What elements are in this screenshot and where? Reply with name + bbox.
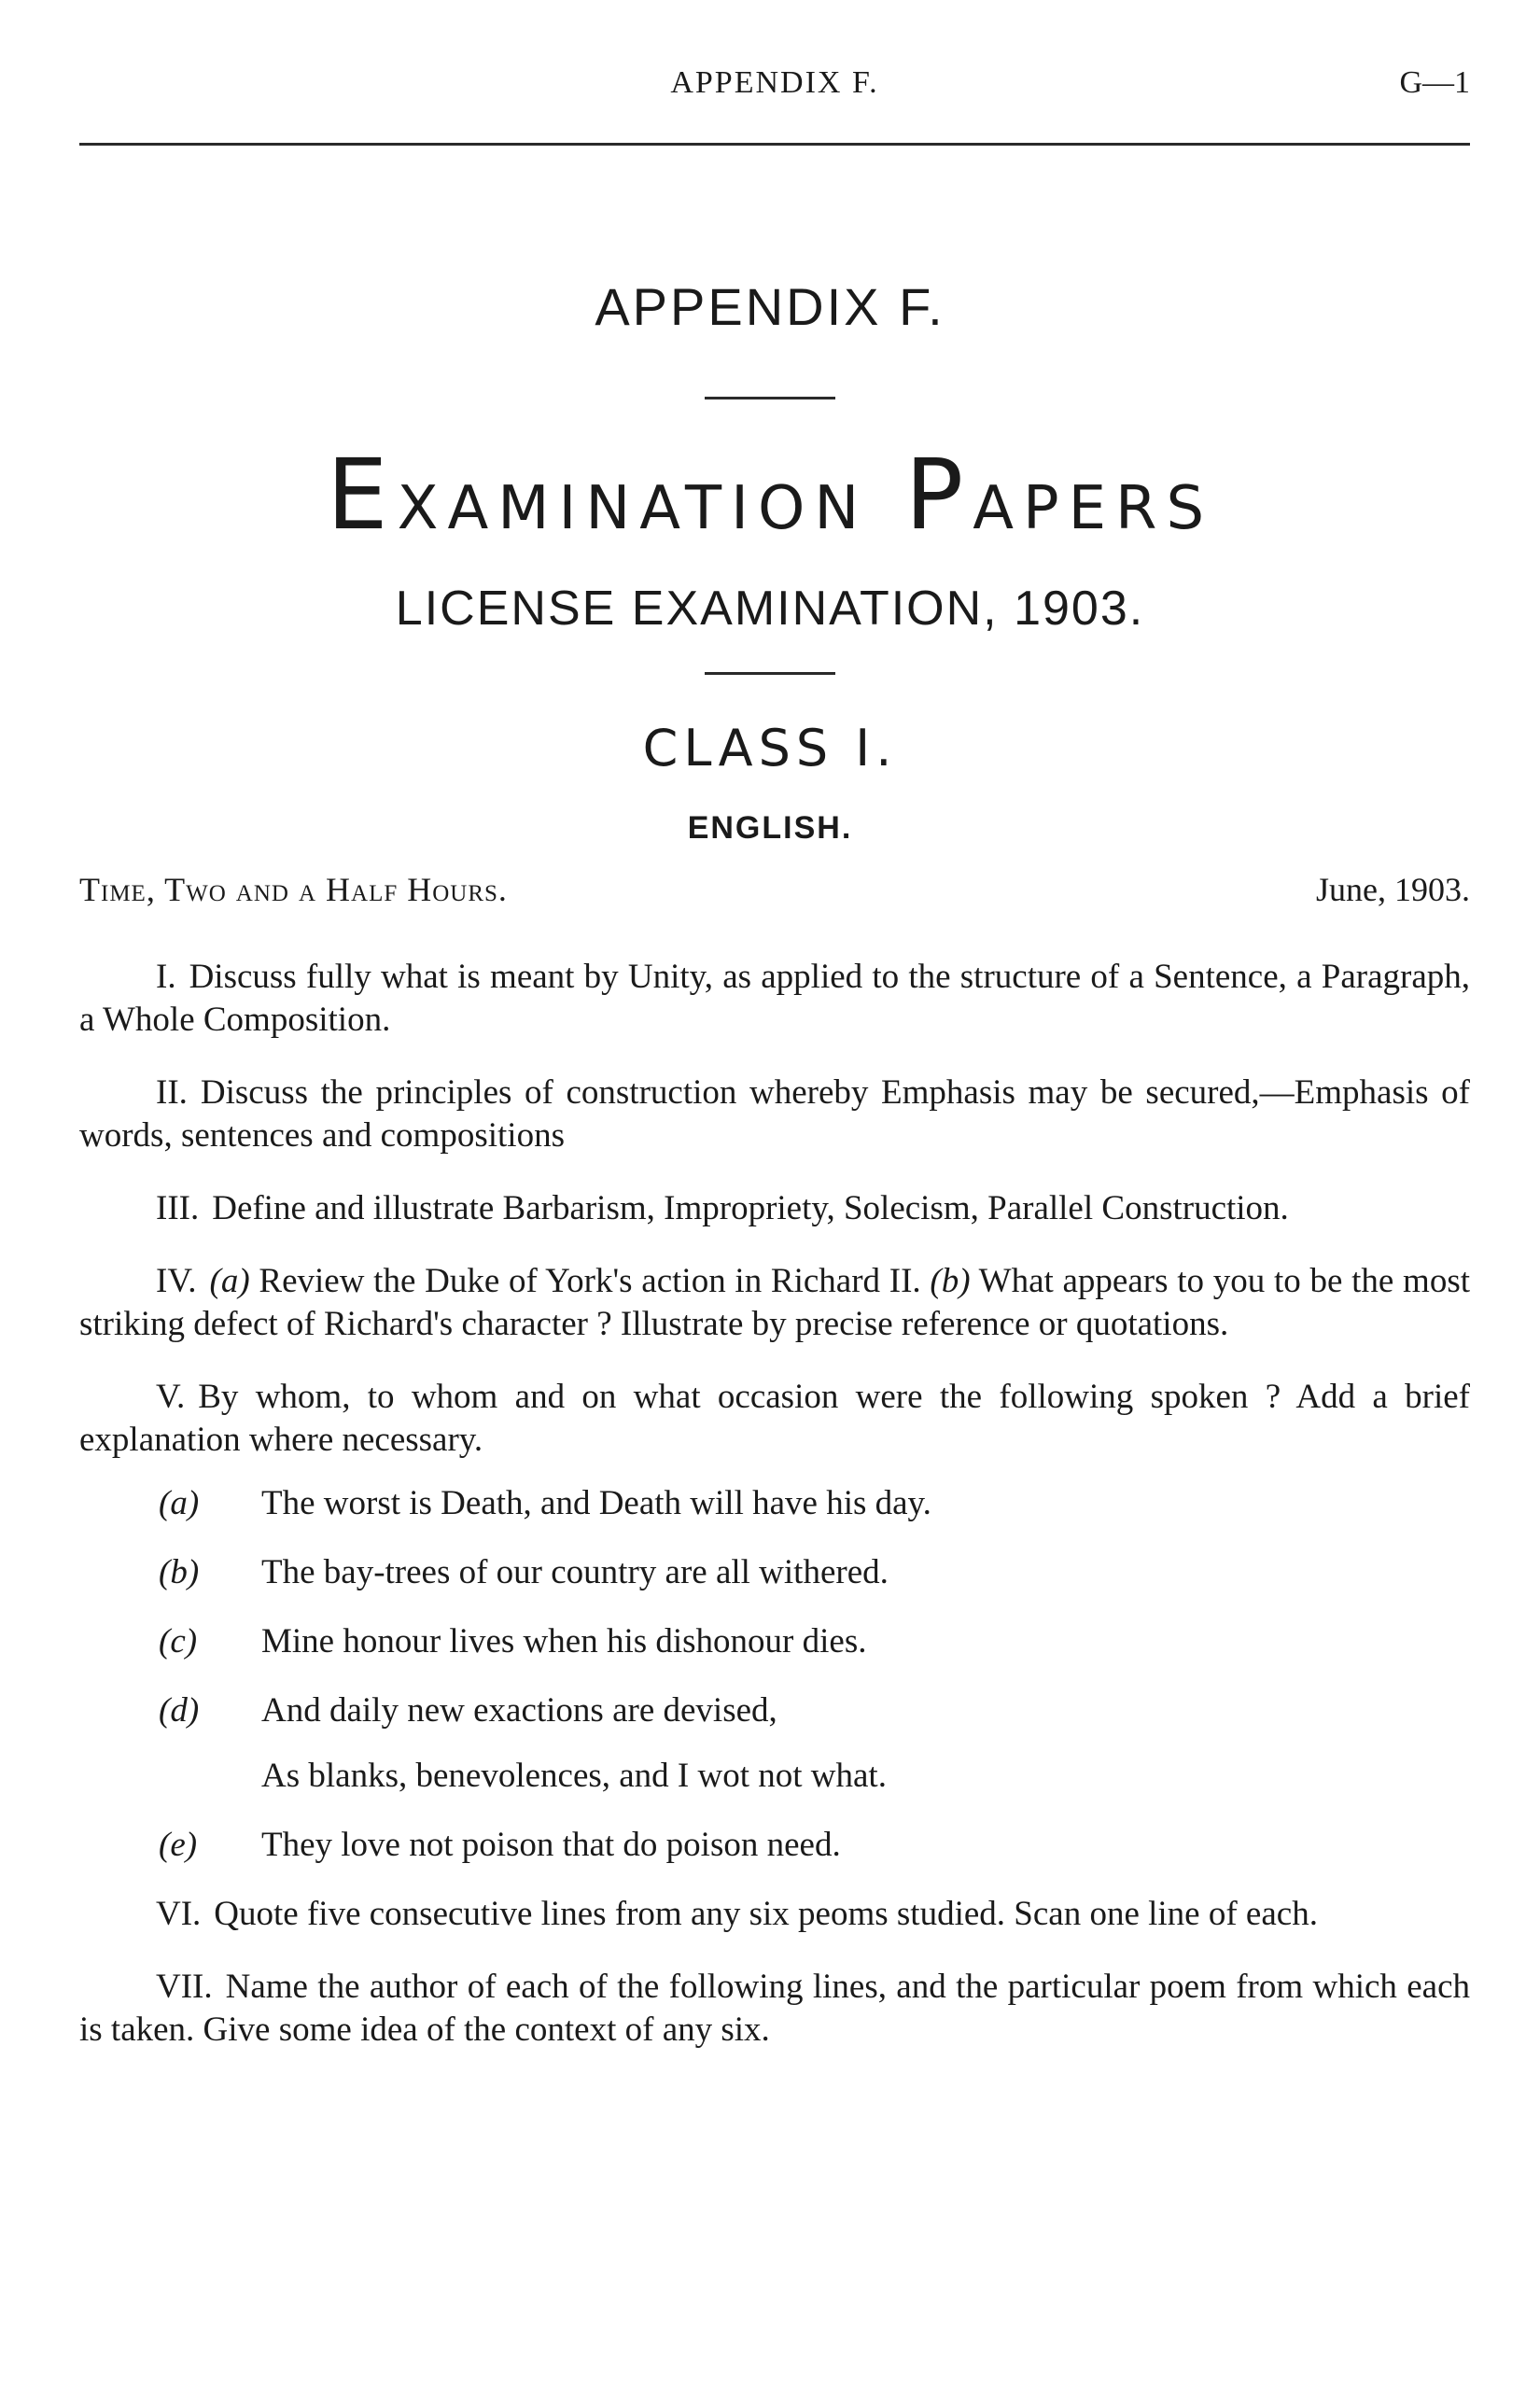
quotation-item bbox=[79, 1482, 1470, 1525]
exam-time: Time, Two and a Half Hours. bbox=[79, 871, 508, 908]
question-5 bbox=[79, 1376, 1470, 1462]
quotation-item bbox=[79, 1551, 1470, 1594]
question-number: V. bbox=[156, 1378, 186, 1416]
question-list bbox=[79, 956, 1470, 2081]
question-2 bbox=[79, 1072, 1470, 1157]
title-divider bbox=[705, 397, 835, 399]
question-3 bbox=[79, 1187, 1470, 1230]
running-title: APPENDIX F. bbox=[670, 65, 879, 100]
part-label-a: (a) bbox=[209, 1262, 250, 1300]
quotation-text: The bay-trees of our country are all withered. bbox=[261, 1553, 889, 1591]
sub-title: LICENSE EXAMINATION, 1903. bbox=[395, 581, 1145, 636]
question-text: By whom, to whom and on what occasion were the following spoken ? Add a brief explanation where necessary. bbox=[79, 1378, 1470, 1459]
quotation-item bbox=[79, 1620, 1470, 1663]
quotation-text: And daily new exactions are devised, bbox=[261, 1691, 777, 1730]
main-title-word-1: xamination bbox=[397, 449, 869, 549]
quotation-text: They love not poison that do poison need. bbox=[261, 1826, 841, 1864]
quotation-text: Mine honour lives when his dishonour dies. bbox=[261, 1622, 867, 1660]
quotation-label: (b) bbox=[159, 1553, 200, 1591]
question-text-b: What appears to you to be the most striking defect of Richard's character ? Illustrate by precise reference or quotations. bbox=[79, 1262, 1470, 1343]
page-number: G—1 bbox=[1399, 65, 1470, 100]
header-rule bbox=[79, 143, 1470, 146]
quotation-item bbox=[79, 1824, 1470, 1867]
question-text: Name the author of each of the following lines, and the particular poem from which each is taken. Give some idea of the context of any six. bbox=[79, 1968, 1470, 2049]
question-number: I. bbox=[156, 958, 176, 996]
question-text: Discuss the principles of construction whereby Emphasis may be secured,—Emphasis of words, sentences and compositions bbox=[79, 1073, 1470, 1155]
quotation-item-continuation bbox=[79, 1755, 1470, 1798]
main-title-initial-2: P bbox=[904, 438, 973, 552]
question-7 bbox=[79, 1966, 1470, 2052]
quotation-item bbox=[79, 1689, 1470, 1732]
question-number: III. bbox=[156, 1189, 200, 1227]
subtitle-divider bbox=[705, 672, 835, 675]
question-number: VI. bbox=[156, 1895, 202, 1933]
quotation-label: (c) bbox=[159, 1622, 198, 1660]
question-number: IV. bbox=[156, 1262, 197, 1300]
question-number: II. bbox=[156, 1073, 188, 1112]
part-label-b: (b) bbox=[930, 1262, 971, 1300]
quotation-label: (d) bbox=[159, 1691, 200, 1730]
quotation-label: (e) bbox=[159, 1826, 198, 1864]
quotation-text: The worst is Death, and Death will have his day. bbox=[261, 1484, 931, 1522]
question-text: Discuss fully what is meant by Unity, as applied to the structure of a Sentence, a Paragraph, a Whole Composition. bbox=[79, 958, 1470, 1039]
class-title: CLASS I. bbox=[642, 719, 898, 778]
question-text-a: Review the Duke of York's action in Richard II. bbox=[259, 1262, 921, 1300]
question-text: Quote five consecutive lines from any six peoms studied. Scan one line of each. bbox=[214, 1895, 1318, 1933]
quotation-text: As blanks, benevolences, and I wot not what. bbox=[261, 1757, 887, 1795]
running-header bbox=[79, 65, 1470, 121]
appendix-title: APPENDIX F. bbox=[595, 277, 945, 336]
subject-title: ENGLISH. bbox=[687, 810, 853, 846]
exam-meta bbox=[79, 870, 1470, 917]
question-text: Define and illustrate Barbarism, Impropriety, Solecism, Parallel Construction. bbox=[212, 1189, 1289, 1227]
main-title bbox=[0, 438, 1540, 552]
question-6 bbox=[79, 1893, 1470, 1936]
quotation-list bbox=[79, 1482, 1470, 1867]
main-title-word-2: apers bbox=[973, 449, 1214, 549]
main-title-initial-1: E bbox=[326, 438, 398, 552]
exam-date: June, 1903. bbox=[1316, 871, 1470, 908]
quotation-label: (a) bbox=[159, 1484, 200, 1522]
question-number: VII. bbox=[156, 1968, 213, 2006]
question-4 bbox=[79, 1260, 1470, 1346]
question-1 bbox=[79, 956, 1470, 1042]
